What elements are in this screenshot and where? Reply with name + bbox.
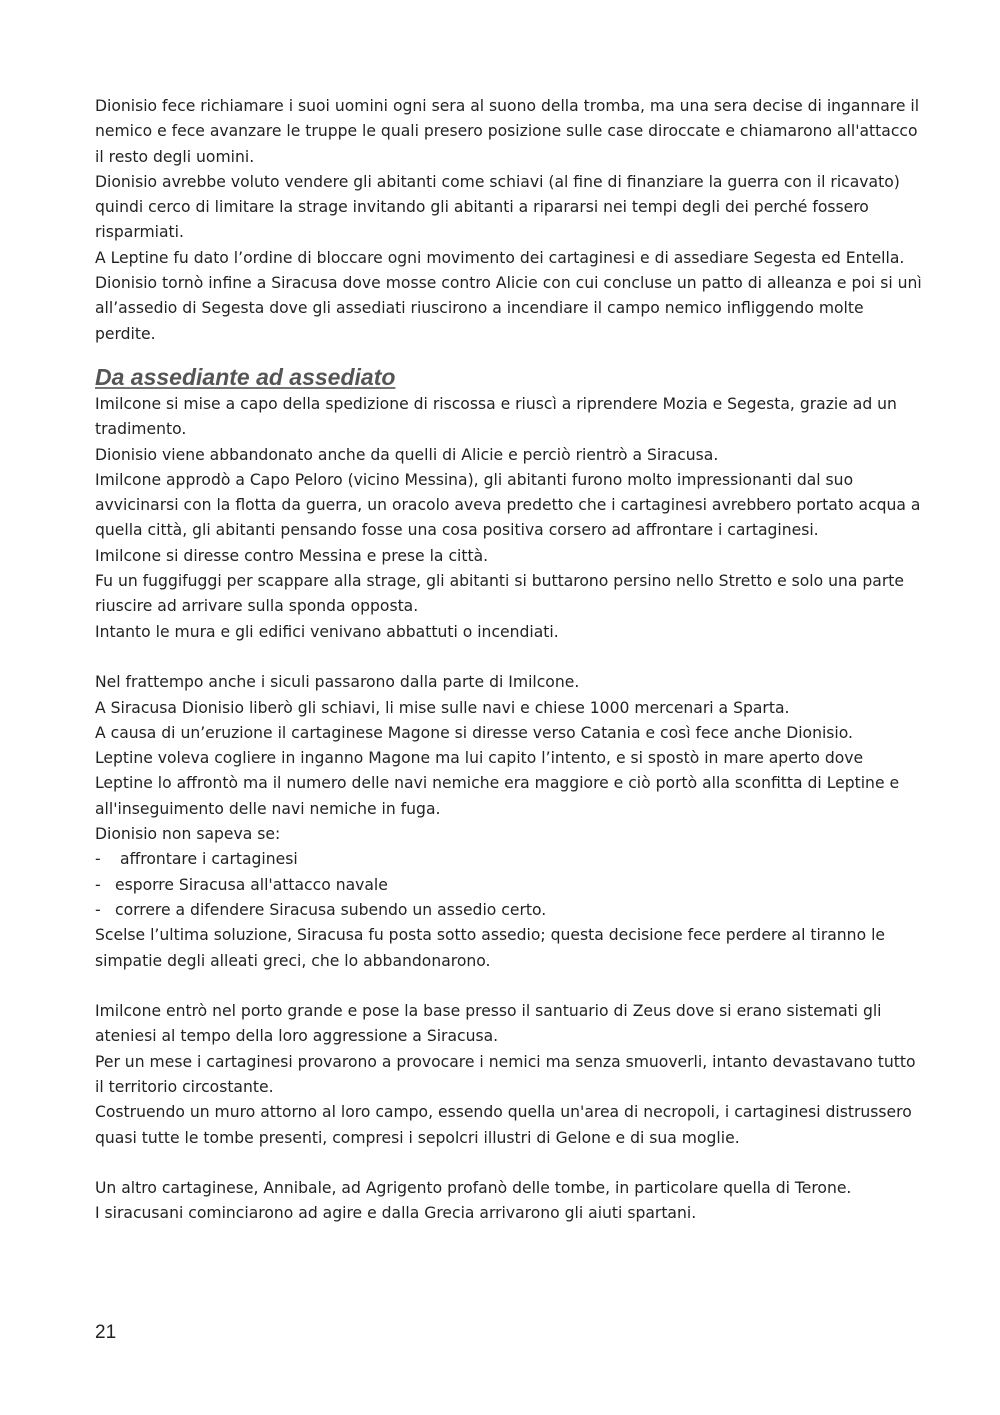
paragraph: I siracusani cominciarono ad agire e dalla Grecia arrivarono gli aiuti spartani. [95,1204,697,1223]
list-item-text: esporre Siracusa all'attacco navale [115,875,388,894]
paragraph: Leptine voleva cogliere in inganno Magone ma lui capito l’intento, e si spostò in mare aperto dove Leptine lo affrontò ma il numero delle navi nemiche era maggiore e ciò portò alla sconfitta di Leptine e all'inseguimento delle navi nemiche in fuga. [95,749,900,818]
list-item-text: affrontare i cartaginesi [115,850,298,869]
paragraph: Dionisio avrebbe voluto vendere gli abitanti come schiavi (al fine di finanziare la guerra con il ricavato) quindi cerco di limitare la strage invitando gli abitanti a ripararsi nei tempi degli dei perché fossero risparmiati. [95,172,900,242]
paragraph: Imilcone si diresse contro Messina e prese la città. [95,546,489,565]
paragraph: A Siracusa Dionisio liberò gli schiavi, li mise sulle navi e chiese 1000 mercenari a Sparta. [95,698,790,717]
paragraph: Dionisio fece richiamare i suoi uomini ogni sera al suono della tromba, ma una sera decise di ingannare il nemico e fece avanzare le truppe le quali presero posizione sulle case diroccate e chiamarono all'attacco il resto degli uomini. [95,97,920,166]
paragraph: Imilcone approdò a Capo Peloro (vicino Messina), gli abitanti furono molto impressionanti dal suo avvicinarsi con la flotta da guerra, un oracolo aveva predetto che i cartaginesi avrebbero portato acqua a quella città, gli abitanti pensando fosse una cosa positiva corsero ad affrontare i cartaginesi. [95,470,921,540]
list-item [95,898,925,923]
bullet-marker: - [95,900,101,919]
paragraph: Costruendo un muro attorno al loro campo, essendo quella un'area di necropoli, i cartaginesi distrussero quasi tutte le tombe presenti, compresi i sepolcri illustri di Gelone e di sua moglie. [95,1103,912,1147]
document-page [95,94,925,1227]
paragraph: Intanto le mura e gli edifici venivano abbattuti o incendiati. [95,622,559,641]
paragraph: Un altro cartaginese, Annibale, ad Agrigento profanò delle tombe, in particolare quella di Terone. [95,1179,852,1198]
paragraph: Imilcone si mise a capo della spedizione di riscossa e riuscì a riprendere Mozia e Segesta, grazie ad un tradimento. [95,394,897,439]
paragraph: A Leptine fu dato l’ordine di bloccare ogni movimento dei cartaginesi e di assediare Segesta ed Entella. [95,248,905,267]
blank-line [95,1151,925,1176]
paragraph: Dionisio non sapeva se: [95,825,281,844]
paragraph: Imilcone entrò nel porto grande e pose la base presso il santuario di Zeus dove si erano sistemati gli ateniesi al tempo della loro aggressione a Siracusa. [95,1002,882,1046]
section-heading: Da assediante ad assediato [95,363,396,390]
paragraph: Nel frattempo anche i siculi passarono dalla parte di Imilcone. [95,673,580,692]
page-number: 21 [95,1322,117,1343]
blank-line [95,974,925,999]
list-item-text: correre a difendere Siracusa subendo un assedio certo. [115,900,547,919]
list-item [95,873,925,898]
bullet-marker: - [95,850,101,869]
paragraph: Dionisio tornò infine a Siracusa dove mosse contro Alicie con cui concluse un patto di alleanza e poi si unì all’assedio di Segesta dove gli assediati riuscirono a incendiare il campo nemico infliggendo molte perdite. [95,274,922,343]
paragraph: A causa di un’eruzione il cartaginese Magone si diresse verso Catania e così fece anche Dionisio. [95,723,853,742]
paragraph: Scelse l’ultima soluzione, Siracusa fu posta sotto assedio; questa decisione fece perdere al tiranno le simpatie degli alleati greci, che lo abbandonarono. [95,926,885,970]
paragraph: Fu un fuggifuggi per scappare alla strage, gli abitanti si buttarono persino nello Stretto e solo una parte riuscire ad arrivare sulla sponda opposta. [95,572,904,616]
paragraph: Per un mese i cartaginesi provarono a provocare i nemici ma senza smuoverli, intanto devastavano tutto il territorio circostante. [95,1052,916,1096]
bullet-marker: - [95,875,101,894]
paragraph: Dionisio viene abbandonato anche da quelli di Alicie e perciò rientrò a Siracusa. [95,445,719,464]
list-item [95,847,925,872]
blank-line [95,645,925,670]
